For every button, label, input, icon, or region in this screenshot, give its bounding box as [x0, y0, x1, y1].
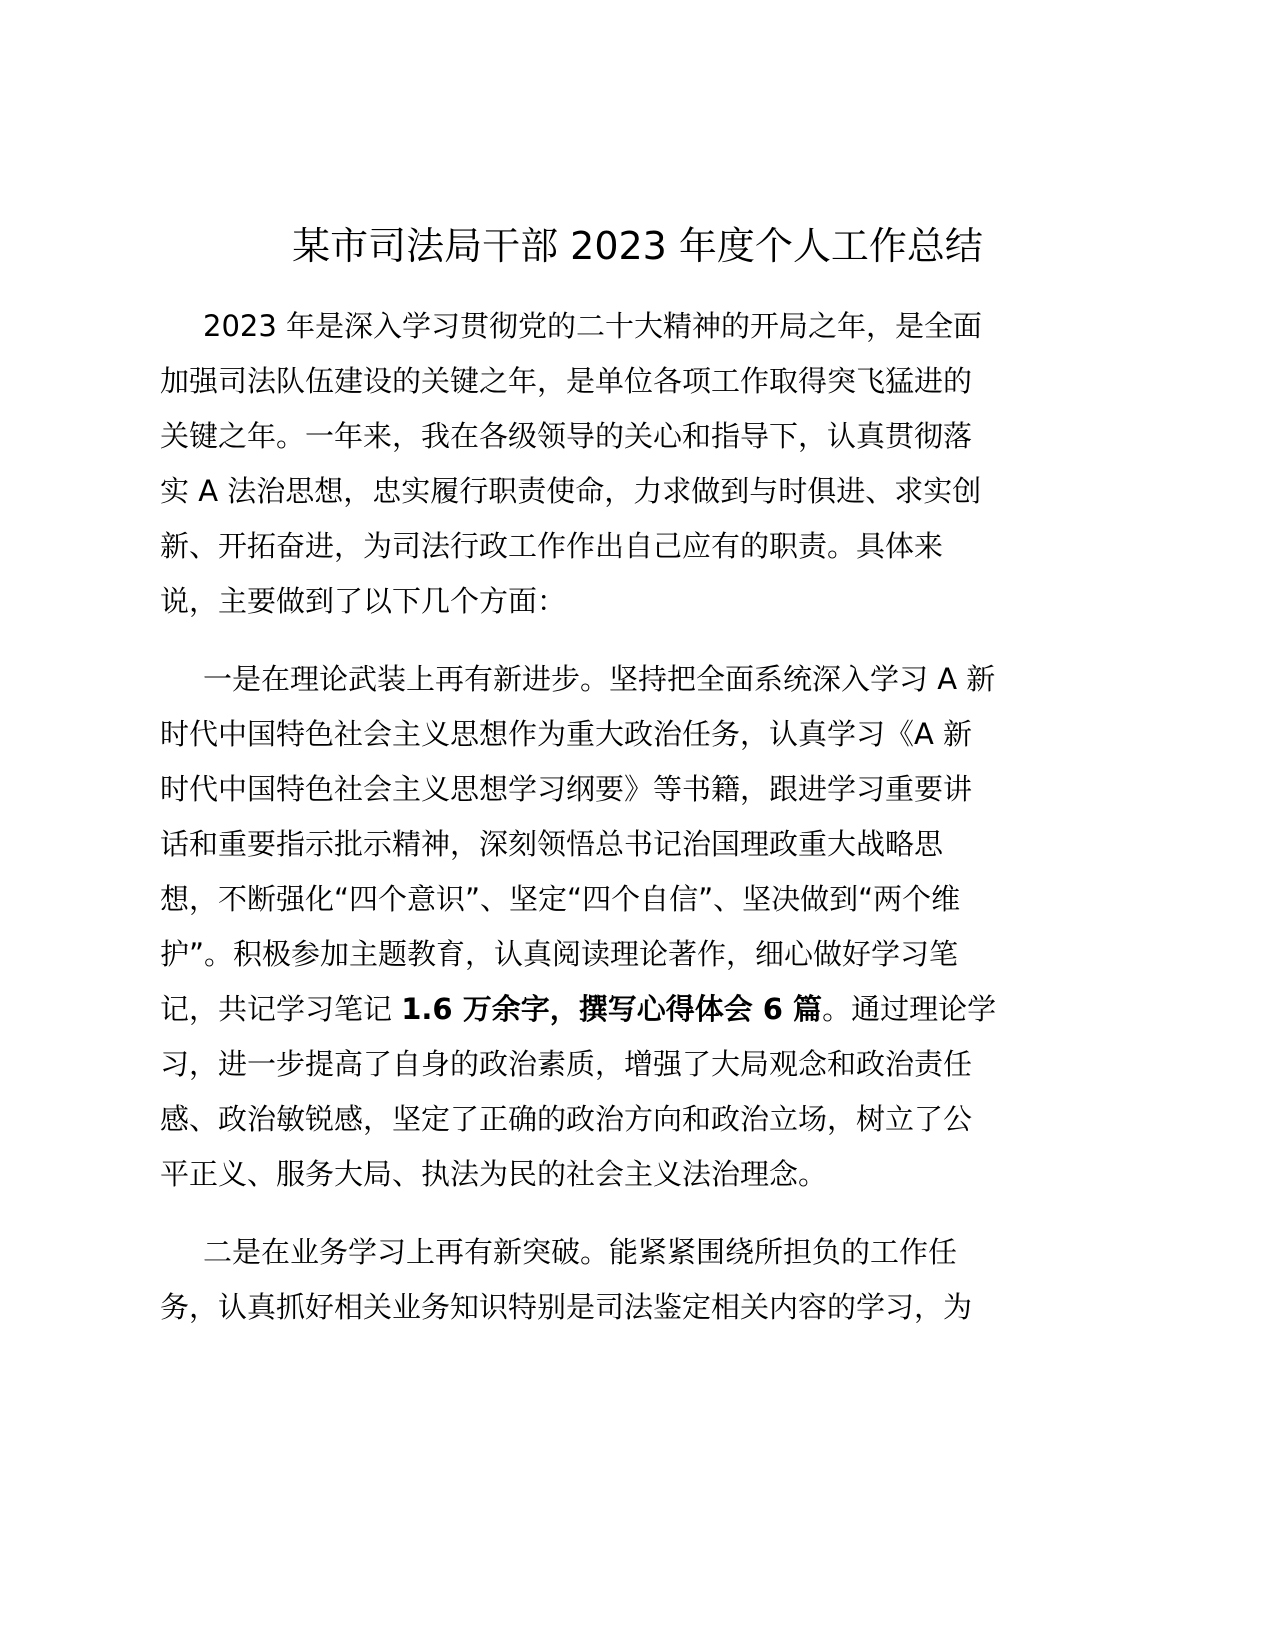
paragraph-1-line-1: 2023 年是深入学习贯彻党的二十大精神的开局之年，是全面	[203, 309, 983, 343]
paragraph-2-line-7	[160, 989, 996, 1029]
paragraph-3-line-1: 二是在业务学习上再有新突破。能紧紧围绕所担负的工作任	[203, 1235, 958, 1269]
paragraph-2-bold-highlight: 1.6 万余字，撰写心得体会 6 篇	[401, 992, 823, 1026]
document-title: 某市司法局干部 2023 年度个人工作总结	[292, 224, 983, 268]
paragraph-1-line-3: 关键之年。一年来，我在各级领导的关心和指导下，认真贯彻落	[160, 419, 973, 453]
paragraph-2-line-1: 一是在理论武装上再有新进步。坚持把全面系统深入学习 A 新	[203, 662, 996, 696]
paragraph-2-line-5: 想，不断强化“四个意识”、坚定“四个自信”、坚决做到“两个维	[160, 882, 961, 916]
paragraph-1-line-2: 加强司法队伍建设的关键之年，是单位各项工作取得突飞猛进的	[160, 364, 973, 398]
paragraph-1-line-4: 实 A 法治思想，忠实履行职责使命，力求做到与时俱进、求实创	[160, 474, 982, 508]
paragraph-2-line-3: 时代中国特色社会主义思想学习纲要》等书籍，跟进学习重要讲	[160, 772, 973, 806]
paragraph-2-line-10: 平正义、服务大局、执法为民的社会主义法治理念。	[160, 1157, 828, 1191]
paragraph-2-line-6: 护”。积极参加主题教育，认真阅读理论著作，细心做好学习笔	[160, 937, 959, 971]
paragraph-2-line-8: 习，进一步提高了自身的政治素质，增强了大局观念和政治责任	[160, 1047, 973, 1081]
paragraph-3-line-2: 务，认真抓好相关业务知识特别是司法鉴定相关内容的学习，为	[160, 1290, 973, 1324]
paragraph-2-line-2: 时代中国特色社会主义思想作为重大政治任务，认真学习《A 新	[160, 717, 973, 751]
paragraph-1-line-5: 新、开拓奋进，为司法行政工作作出自己应有的职责。具体来	[160, 529, 944, 563]
paragraph-2-line-7-before: 记，共记学习笔记	[160, 992, 402, 1026]
paragraph-2-line-4: 话和重要指示批示精神，深刻领悟总书记治国理政重大战略思	[160, 827, 944, 861]
paragraph-2-line-9: 感、政治敏锐感，坚定了正确的政治方向和政治立场，树立了公	[160, 1102, 973, 1136]
paragraph-2-line-7-after: 。通过理论学	[822, 992, 997, 1026]
paragraph-1-line-6: 说，主要做到了以下几个方面：	[160, 584, 567, 618]
